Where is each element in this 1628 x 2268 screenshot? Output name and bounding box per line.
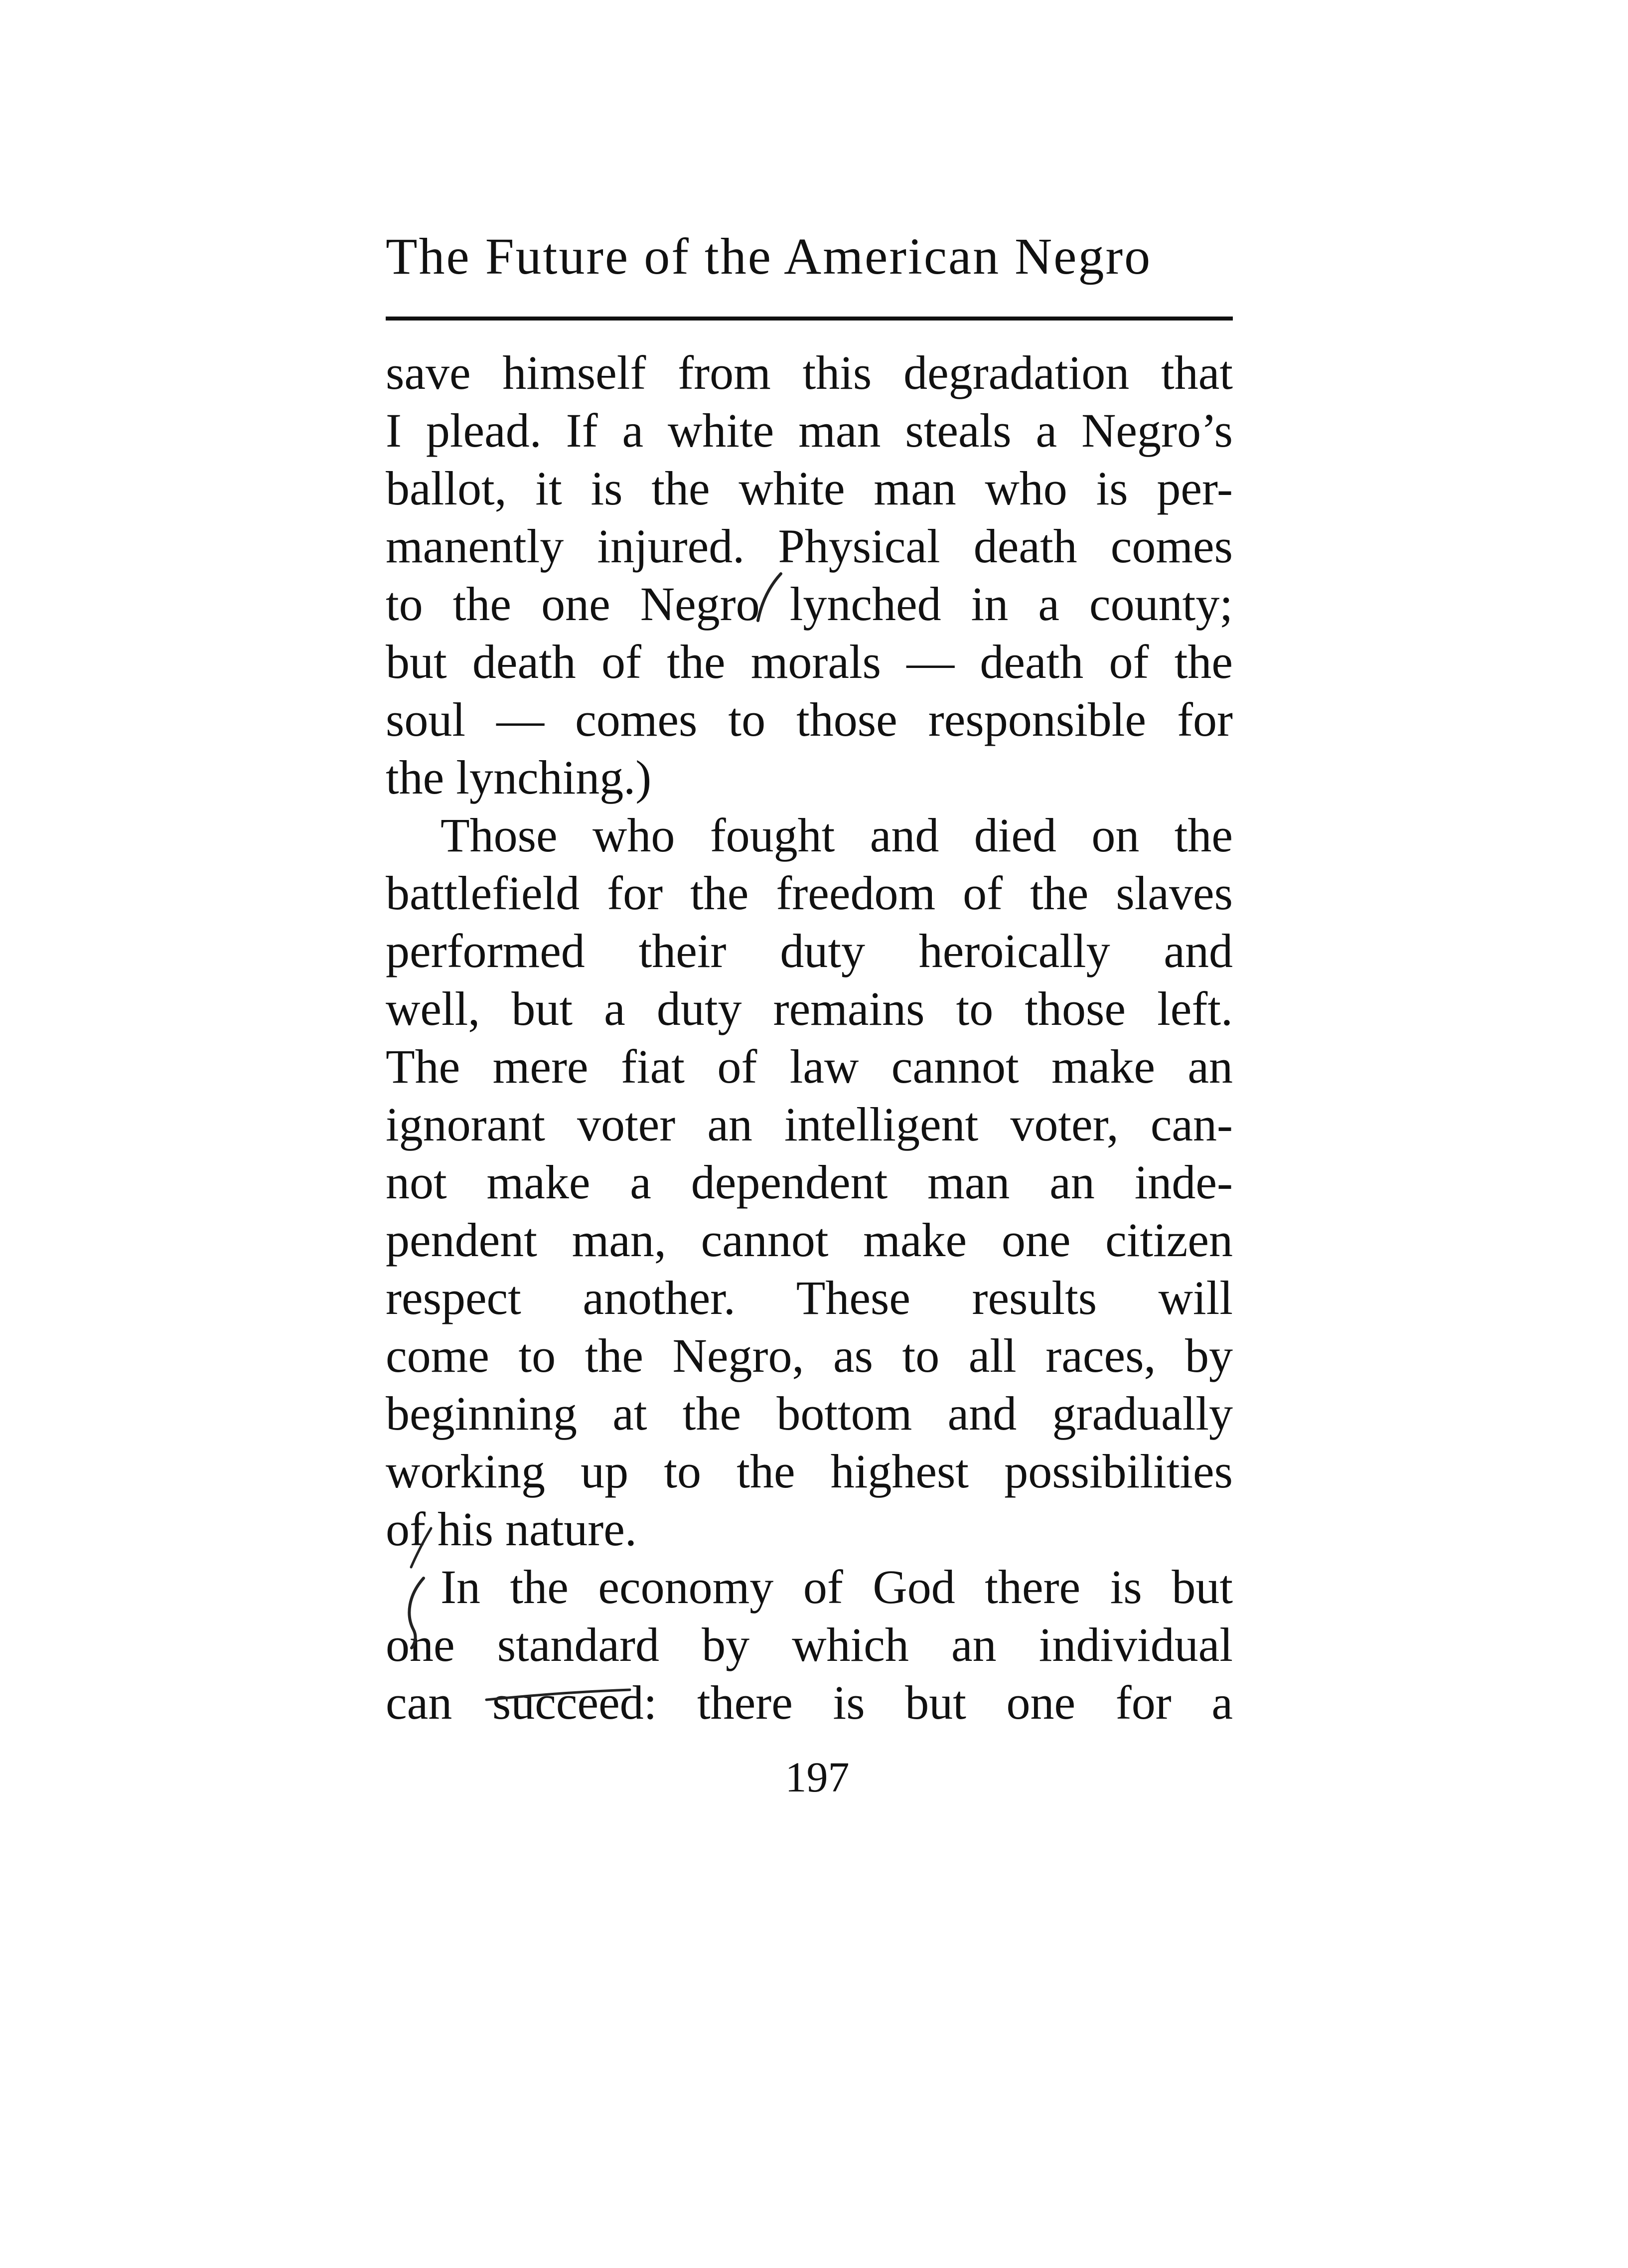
text-line: ballot, it is the white man who is per-	[386, 462, 1233, 515]
text-line: Those who fought and died on the	[441, 809, 1233, 862]
text-line: I plead. If a white man steals a Negro’s	[386, 404, 1233, 457]
text-line: of his nature.	[386, 1502, 637, 1556]
text-line: respect another. These results will	[386, 1271, 1233, 1324]
text-line: to the one Negro lynched in a county;	[386, 577, 1233, 631]
body-text	[386, 344, 1233, 1732]
text-line: ignorant voter an intelligent voter, can-	[386, 1098, 1233, 1151]
page-number: 197	[785, 1753, 850, 1801]
text-line: pendent man, cannot make one citizen	[386, 1213, 1233, 1267]
text-line: beginning at the bottom and gradually	[386, 1387, 1233, 1440]
running-head: The Future of the American Negro	[386, 228, 1152, 285]
text-line: The mere fiat of law cannot make an	[386, 1040, 1233, 1093]
text-line: can succeed: there is but one for a	[386, 1676, 1233, 1729]
text-line: one standard by which an individual	[386, 1618, 1233, 1671]
text-line: battlefield for the freedom of the slaves	[386, 866, 1233, 920]
header-rule	[386, 317, 1233, 321]
text-line: save himself from this degradation that	[386, 346, 1233, 399]
text-line: working up to the highest possibilities	[386, 1445, 1233, 1498]
text-line: come to the Negro, as to all races, by	[386, 1329, 1233, 1382]
text-line: manently injured. Physical death comes	[386, 519, 1233, 573]
text-line: well, but a duty remains to those left.	[386, 982, 1233, 1035]
text-line: performed their duty heroically and	[386, 924, 1233, 977]
text-line: not make a dependent man an inde-	[386, 1155, 1233, 1209]
text-line: the lynching.)	[386, 751, 652, 804]
text-line: but death of the morals — death of the	[386, 635, 1233, 688]
text-line: In the economy of God there is but	[441, 1560, 1233, 1614]
text-line: soul — comes to those responsible for	[386, 693, 1233, 746]
